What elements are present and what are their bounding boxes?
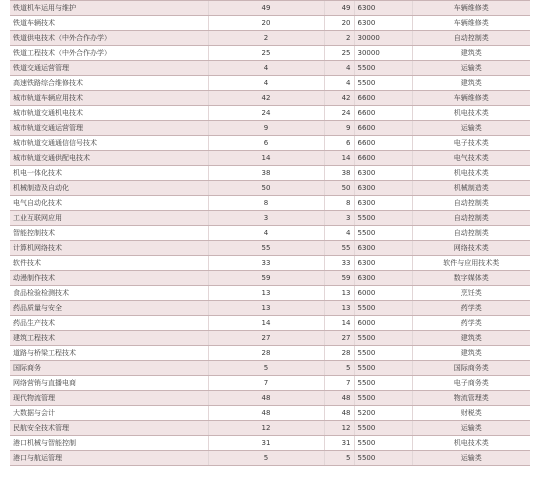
- cell-plan-count: 13: [208, 301, 324, 316]
- cell-tuition-fee: 5500: [354, 421, 412, 436]
- table-row: [10, 436, 530, 451]
- cell-major-name: 网络营销与直播电商: [10, 376, 208, 391]
- cell-major-name: 药品质量与安全: [10, 301, 208, 316]
- cell-major-category: 自动控制类: [412, 226, 530, 241]
- cell-plan-count-total: 7: [324, 376, 354, 391]
- table-row: [10, 241, 530, 256]
- table-row: [10, 136, 530, 151]
- cell-plan-count: 5: [208, 451, 324, 466]
- cell-tuition-fee: 6000: [354, 286, 412, 301]
- cell-plan-count: 12: [208, 421, 324, 436]
- cell-tuition-fee: 5200: [354, 406, 412, 421]
- cell-major-name: 大数据与会计: [10, 406, 208, 421]
- cell-plan-count-total: 38: [324, 166, 354, 181]
- table-row: [10, 331, 530, 346]
- table-row: [10, 451, 530, 466]
- cell-plan-count: 24: [208, 106, 324, 121]
- cell-major-category: 电子技术类: [412, 136, 530, 151]
- cell-tuition-fee: 5500: [354, 61, 412, 76]
- cell-plan-count-total: 25: [324, 46, 354, 61]
- cell-major-category: 车辆维修类: [412, 1, 530, 16]
- cell-major-category: 自动控制类: [412, 196, 530, 211]
- cell-tuition-fee: 6600: [354, 91, 412, 106]
- cell-tuition-fee: 5500: [354, 76, 412, 91]
- cell-plan-count: 38: [208, 166, 324, 181]
- cell-tuition-fee: 6600: [354, 136, 412, 151]
- cell-tuition-fee: 5500: [354, 391, 412, 406]
- cell-major-name: 港口与航运管理: [10, 451, 208, 466]
- cell-tuition-fee: 6600: [354, 121, 412, 136]
- cell-plan-count-total: 4: [324, 61, 354, 76]
- cell-plan-count-total: 14: [324, 151, 354, 166]
- cell-plan-count: 6: [208, 136, 324, 151]
- cell-major-category: 物流管理类: [412, 391, 530, 406]
- cell-major-name: 智能控制技术: [10, 226, 208, 241]
- cell-plan-count-total: 4: [324, 226, 354, 241]
- cell-tuition-fee: 6300: [354, 181, 412, 196]
- cell-plan-count: 48: [208, 406, 324, 421]
- cell-plan-count: 14: [208, 151, 324, 166]
- cell-plan-count-total: 24: [324, 106, 354, 121]
- cell-major-category: 建筑类: [412, 346, 530, 361]
- cell-major-name: 动漫制作技术: [10, 271, 208, 286]
- cell-tuition-fee: 5500: [354, 331, 412, 346]
- cell-tuition-fee: 6300: [354, 1, 412, 16]
- table-row: [10, 301, 530, 316]
- table-row: [10, 151, 530, 166]
- cell-major-name: 铁道车辆技术: [10, 16, 208, 31]
- cell-tuition-fee: 6300: [354, 166, 412, 181]
- cell-plan-count-total: 5: [324, 361, 354, 376]
- cell-plan-count-total: 4: [324, 76, 354, 91]
- cell-major-category: 建筑类: [412, 76, 530, 91]
- cell-plan-count-total: 13: [324, 286, 354, 301]
- cell-plan-count: 2: [208, 31, 324, 46]
- cell-major-category: 电子商务类: [412, 376, 530, 391]
- cell-major-name: 港口机械与智能控制: [10, 436, 208, 451]
- cell-major-category: 烹饪类: [412, 286, 530, 301]
- cell-plan-count-total: 50: [324, 181, 354, 196]
- cell-major-name: 机电一体化技术: [10, 166, 208, 181]
- cell-plan-count: 7: [208, 376, 324, 391]
- table-row: [10, 391, 530, 406]
- table-row: [10, 286, 530, 301]
- cell-tuition-fee: 5500: [354, 361, 412, 376]
- cell-tuition-fee: 6000: [354, 316, 412, 331]
- table-row: [10, 181, 530, 196]
- table-row: [10, 1, 530, 16]
- cell-plan-count-total: 14: [324, 316, 354, 331]
- cell-plan-count: 42: [208, 91, 324, 106]
- cell-plan-count-total: 33: [324, 256, 354, 271]
- cell-major-name: 药品生产技术: [10, 316, 208, 331]
- cell-major-name: 高速铁路综合维修技术: [10, 76, 208, 91]
- cell-plan-count-total: 20: [324, 16, 354, 31]
- cell-plan-count-total: 2: [324, 31, 354, 46]
- cell-tuition-fee: 30000: [354, 31, 412, 46]
- cell-major-category: 运输类: [412, 451, 530, 466]
- cell-major-category: 药学类: [412, 316, 530, 331]
- cell-plan-count: 25: [208, 46, 324, 61]
- cell-major-category: 电气技术类: [412, 151, 530, 166]
- cell-plan-count-total: 3: [324, 211, 354, 226]
- table-row: [10, 256, 530, 271]
- table-row: [10, 91, 530, 106]
- cell-plan-count: 31: [208, 436, 324, 451]
- cell-plan-count: 4: [208, 61, 324, 76]
- cell-major-name: 国际商务: [10, 361, 208, 376]
- cell-plan-count-total: 31: [324, 436, 354, 451]
- cell-tuition-fee: 6300: [354, 241, 412, 256]
- cell-major-name: 铁道供电技术（中外合作办学）: [10, 31, 208, 46]
- table-row: [10, 61, 530, 76]
- cell-major-name: 食品检验检测技术: [10, 286, 208, 301]
- cell-plan-count: 33: [208, 256, 324, 271]
- cell-plan-count-total: 13: [324, 301, 354, 316]
- cell-tuition-fee: 5500: [354, 346, 412, 361]
- table-row: [10, 226, 530, 241]
- cell-major-category: 机电技术类: [412, 166, 530, 181]
- cell-major-category: 运输类: [412, 61, 530, 76]
- cell-plan-count: 3: [208, 211, 324, 226]
- cell-major-category: 机械制造类: [412, 181, 530, 196]
- cell-plan-count: 13: [208, 286, 324, 301]
- table-row: [10, 316, 530, 331]
- cell-tuition-fee: 5500: [354, 451, 412, 466]
- table-row: [10, 271, 530, 286]
- cell-plan-count-total: 27: [324, 331, 354, 346]
- cell-major-category: 自动控制类: [412, 31, 530, 46]
- table-row: [10, 121, 530, 136]
- table-body: [10, 1, 530, 466]
- table-row: [10, 76, 530, 91]
- cell-major-name: 计算机网络技术: [10, 241, 208, 256]
- table-row: [10, 106, 530, 121]
- cell-plan-count-total: 49: [324, 1, 354, 16]
- cell-tuition-fee: 6300: [354, 16, 412, 31]
- cell-major-category: 软件与应用技术类: [412, 256, 530, 271]
- cell-tuition-fee: 5500: [354, 376, 412, 391]
- cell-plan-count: 20: [208, 16, 324, 31]
- enrollment-plan-table: [10, 0, 530, 466]
- cell-major-category: 网络技术类: [412, 241, 530, 256]
- cell-tuition-fee: 6600: [354, 106, 412, 121]
- cell-plan-count-total: 9: [324, 121, 354, 136]
- cell-tuition-fee: 6300: [354, 256, 412, 271]
- cell-major-name: 工业互联网应用: [10, 211, 208, 226]
- cell-plan-count-total: 48: [324, 406, 354, 421]
- cell-major-category: 国际商务类: [412, 361, 530, 376]
- cell-plan-count-total: 55: [324, 241, 354, 256]
- table-row: [10, 406, 530, 421]
- cell-plan-count: 27: [208, 331, 324, 346]
- cell-plan-count-total: 12: [324, 421, 354, 436]
- cell-major-category: 车辆维修类: [412, 91, 530, 106]
- cell-tuition-fee: 5500: [354, 211, 412, 226]
- cell-plan-count: 4: [208, 226, 324, 241]
- cell-major-name: 现代物流管理: [10, 391, 208, 406]
- cell-tuition-fee: 30000: [354, 46, 412, 61]
- cell-major-category: 药学类: [412, 301, 530, 316]
- cell-tuition-fee: 5500: [354, 436, 412, 451]
- cell-tuition-fee: 5500: [354, 301, 412, 316]
- cell-plan-count: 8: [208, 196, 324, 211]
- cell-major-name: 城市轨道车辆应用技术: [10, 91, 208, 106]
- cell-plan-count-total: 28: [324, 346, 354, 361]
- cell-major-name: 电气自动化技术: [10, 196, 208, 211]
- cell-major-name: 城市轨道交通运营管理: [10, 121, 208, 136]
- cell-major-name: 建筑工程技术: [10, 331, 208, 346]
- cell-major-category: 运输类: [412, 121, 530, 136]
- cell-plan-count: 9: [208, 121, 324, 136]
- cell-major-category: 车辆维修类: [412, 16, 530, 31]
- cell-plan-count: 14: [208, 316, 324, 331]
- table-row: [10, 361, 530, 376]
- cell-plan-count: 55: [208, 241, 324, 256]
- cell-plan-count-total: 6: [324, 136, 354, 151]
- cell-plan-count: 59: [208, 271, 324, 286]
- cell-tuition-fee: 6300: [354, 196, 412, 211]
- cell-major-name: 城市轨道交通通信信号技术: [10, 136, 208, 151]
- cell-major-name: 铁道交通运营管理: [10, 61, 208, 76]
- table-row: [10, 421, 530, 436]
- table-row: [10, 166, 530, 181]
- cell-major-category: 建筑类: [412, 331, 530, 346]
- table-row: [10, 16, 530, 31]
- cell-major-category: 财税类: [412, 406, 530, 421]
- table-row: [10, 31, 530, 46]
- cell-plan-count: 28: [208, 346, 324, 361]
- cell-major-category: 数字媒体类: [412, 271, 530, 286]
- cell-major-name: 民航安全技术管理: [10, 421, 208, 436]
- cell-plan-count: 49: [208, 1, 324, 16]
- cell-plan-count: 48: [208, 391, 324, 406]
- cell-major-name: 城市轨道交通供配电技术: [10, 151, 208, 166]
- cell-major-category: 建筑类: [412, 46, 530, 61]
- cell-tuition-fee: 6600: [354, 151, 412, 166]
- cell-major-name: 道路与桥梁工程技术: [10, 346, 208, 361]
- cell-major-category: 机电技术类: [412, 436, 530, 451]
- cell-major-name: 铁道机车运用与维护: [10, 1, 208, 16]
- table-row: [10, 346, 530, 361]
- cell-plan-count-total: 5: [324, 451, 354, 466]
- table-row: [10, 211, 530, 226]
- cell-tuition-fee: 6300: [354, 271, 412, 286]
- cell-plan-count-total: 48: [324, 391, 354, 406]
- cell-major-name: 机械制造及自动化: [10, 181, 208, 196]
- cell-major-category: 运输类: [412, 421, 530, 436]
- cell-major-category: 自动控制类: [412, 211, 530, 226]
- cell-tuition-fee: 5500: [354, 226, 412, 241]
- cell-plan-count-total: 8: [324, 196, 354, 211]
- table-row: [10, 196, 530, 211]
- cell-plan-count-total: 42: [324, 91, 354, 106]
- cell-major-category: 机电技术类: [412, 106, 530, 121]
- table-row: [10, 46, 530, 61]
- cell-plan-count: 5: [208, 361, 324, 376]
- cell-plan-count: 50: [208, 181, 324, 196]
- cell-major-name: 软件技术: [10, 256, 208, 271]
- cell-major-name: 铁道工程技术（中外合作办学）: [10, 46, 208, 61]
- table-row: [10, 376, 530, 391]
- cell-plan-count-total: 59: [324, 271, 354, 286]
- cell-major-name: 城市轨道交通机电技术: [10, 106, 208, 121]
- cell-plan-count: 4: [208, 76, 324, 91]
